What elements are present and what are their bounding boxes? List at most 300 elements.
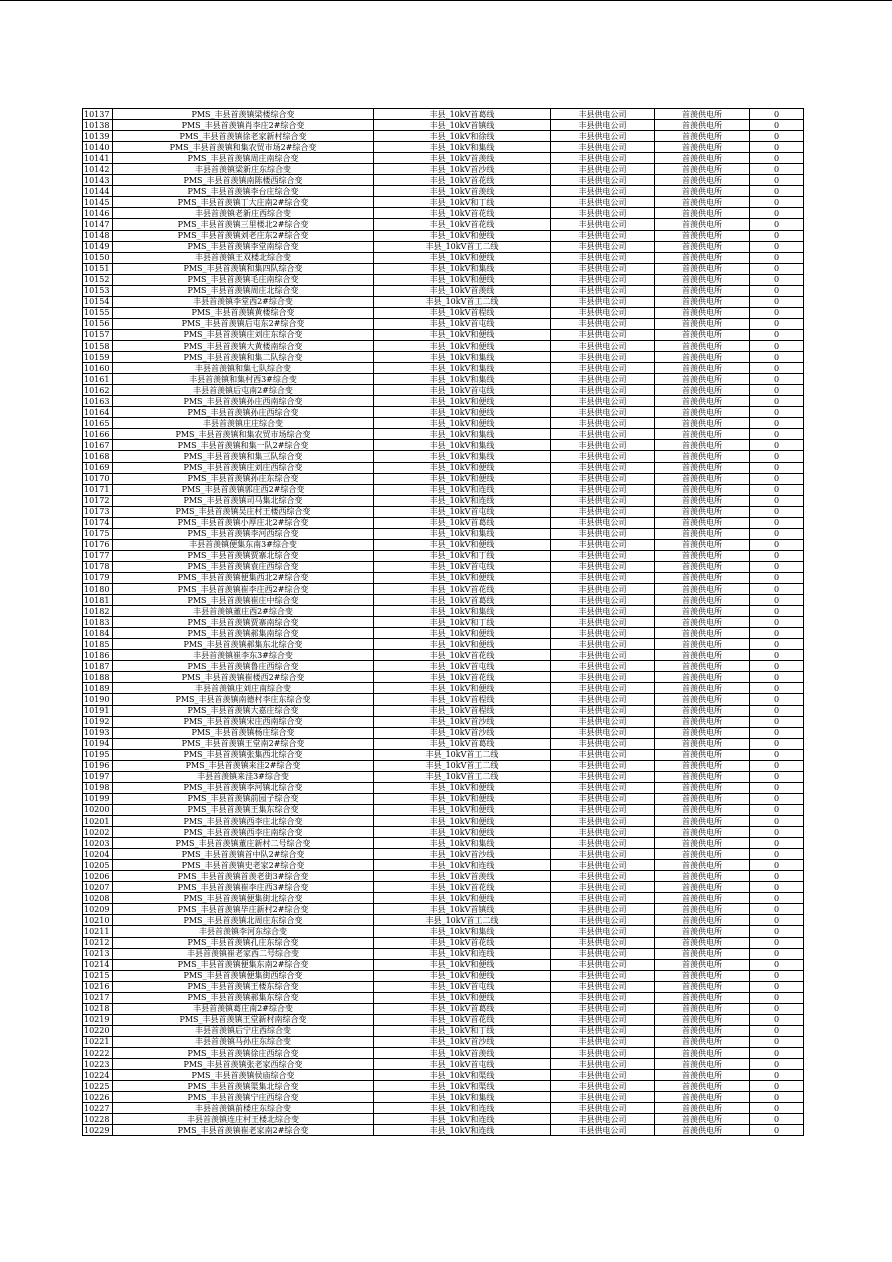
transformer-name-cell: PMS_丰县首羡镇李河镇北综合变 (113, 782, 374, 793)
value-cell: 0 (750, 318, 804, 329)
table-row (83, 385, 804, 396)
feeder-line-cell: 丰县_10kV首屯线 (374, 318, 551, 329)
station-cell: 首羡供电所 (655, 495, 750, 506)
transformer-name-cell: PMS_丰县首羡镇杨庄综合变 (113, 727, 374, 738)
table-row (83, 429, 804, 440)
row-id-cell: 10177 (83, 550, 113, 561)
station-cell: 首羡供电所 (655, 1014, 750, 1025)
table-row (83, 208, 804, 219)
company-cell: 丰县供电公司 (551, 329, 655, 340)
table-row (83, 628, 804, 639)
table-row (83, 1092, 804, 1103)
station-cell: 首羡供电所 (655, 164, 750, 175)
transformer-name-cell: PMS_丰县首羡镇首中队2#综合变 (113, 849, 374, 860)
row-id-cell: 10161 (83, 374, 113, 385)
feeder-line-cell: 丰县_10kV和集线 (374, 606, 551, 617)
station-cell: 首羡供电所 (655, 374, 750, 385)
value-cell: 0 (750, 440, 804, 451)
transformer-name-cell: 丰县首羡镇李堂西2#综合变 (113, 296, 374, 307)
row-id-cell: 10212 (83, 937, 113, 948)
transformer-name-cell: PMS_丰县首羡镇南陈楼西综合变 (113, 175, 374, 186)
transformer-name-cell: PMS_丰县首羡镇北周庄东综合变 (113, 915, 374, 926)
row-id-cell: 10188 (83, 672, 113, 683)
value-cell: 0 (750, 683, 804, 694)
value-cell: 0 (750, 738, 804, 749)
company-cell: 丰县供电公司 (551, 683, 655, 694)
transformer-name-cell: PMS_丰县首羡镇和集二队综合变 (113, 352, 374, 363)
transformer-name-cell: PMS_丰县首羡镇后屯东2#综合变 (113, 318, 374, 329)
feeder-line-cell: 丰县_10kV首工二线 (374, 771, 551, 782)
transformer-name-cell: PMS_丰县首羡镇周庄南综合变 (113, 153, 374, 164)
feeder-line-cell: 丰县_10kV和便线 (374, 274, 551, 285)
row-id-cell: 10209 (83, 904, 113, 915)
value-cell: 0 (750, 617, 804, 628)
company-cell: 丰县供电公司 (551, 374, 655, 385)
company-cell: 丰县供电公司 (551, 981, 655, 992)
transformer-name-cell: PMS_丰县首羡镇庄刘庄东综合变 (113, 329, 374, 340)
row-id-cell: 10193 (83, 727, 113, 738)
value-cell: 0 (750, 915, 804, 926)
table-row (83, 153, 804, 164)
station-cell: 首羡供电所 (655, 628, 750, 639)
row-id-cell: 10206 (83, 871, 113, 882)
company-cell: 丰县供电公司 (551, 352, 655, 363)
company-cell: 丰县供电公司 (551, 506, 655, 517)
value-cell: 0 (750, 771, 804, 782)
transformer-name-cell: PMS_丰县首羡镇宋庄西南综合变 (113, 716, 374, 727)
feeder-line-cell: 丰县_10kV和连线 (374, 1103, 551, 1114)
transformer-name-cell: PMS_丰县首羡镇和集四队综合变 (113, 263, 374, 274)
row-id-cell: 10175 (83, 528, 113, 539)
row-id-cell: 10221 (83, 1036, 113, 1047)
transformer-name-cell: 丰县首羡镇董庄西2#综合变 (113, 606, 374, 617)
value-cell: 0 (750, 782, 804, 793)
company-cell: 丰县供电公司 (551, 1081, 655, 1092)
value-cell: 0 (750, 241, 804, 252)
transformer-name-cell: PMS_丰县首羡镇崔李庄西3#综合变 (113, 882, 374, 893)
feeder-line-cell: 丰县_10kV和便线 (374, 418, 551, 429)
value-cell: 0 (750, 595, 804, 606)
feeder-line-cell: 丰县_10kV和便线 (374, 340, 551, 351)
table-row (83, 329, 804, 340)
value-cell: 0 (750, 550, 804, 561)
row-id-cell: 10199 (83, 793, 113, 804)
value-cell: 0 (750, 716, 804, 727)
feeder-line-cell: 丰县_10kV首羡线 (374, 871, 551, 882)
table-row (83, 661, 804, 672)
value-cell: 0 (750, 1059, 804, 1070)
company-cell: 丰县供电公司 (551, 318, 655, 329)
row-id-cell: 10180 (83, 584, 113, 595)
value-cell: 0 (750, 462, 804, 473)
feeder-line-cell: 丰县_10kV和便线 (374, 683, 551, 694)
company-cell: 丰县供电公司 (551, 1059, 655, 1070)
row-id-cell: 10228 (83, 1114, 113, 1125)
station-cell: 首羡供电所 (655, 672, 750, 683)
company-cell: 丰县供电公司 (551, 959, 655, 970)
table-row (83, 318, 804, 329)
company-cell: 丰县供电公司 (551, 871, 655, 882)
company-cell: 丰县供电公司 (551, 628, 655, 639)
table-row (83, 230, 804, 241)
row-id-cell: 10181 (83, 595, 113, 606)
company-cell: 丰县供电公司 (551, 584, 655, 595)
station-cell: 首羡供电所 (655, 838, 750, 849)
row-id-cell: 10183 (83, 617, 113, 628)
feeder-line-cell: 丰县_10kV和便线 (374, 816, 551, 827)
feeder-line-cell: 丰县_10kV和便线 (374, 462, 551, 473)
transformer-name-cell: PMS_丰县首羡镇大黄楼南综合变 (113, 340, 374, 351)
table-row (83, 296, 804, 307)
company-cell: 丰县供电公司 (551, 782, 655, 793)
row-id-cell: 10229 (83, 1125, 113, 1136)
company-cell: 丰县供电公司 (551, 1047, 655, 1058)
company-cell: 丰县供电公司 (551, 241, 655, 252)
station-cell: 首羡供电所 (655, 418, 750, 429)
table-row (83, 506, 804, 517)
station-cell: 首羡供电所 (655, 296, 750, 307)
value-cell: 0 (750, 418, 804, 429)
value-cell: 0 (750, 164, 804, 175)
company-cell: 丰县供电公司 (551, 827, 655, 838)
value-cell: 0 (750, 981, 804, 992)
table-row (83, 838, 804, 849)
table-row (83, 142, 804, 153)
table-row (83, 1070, 804, 1081)
transformer-name-cell: PMS_丰县首羡镇袁庄西综合变 (113, 561, 374, 572)
station-cell: 首羡供电所 (655, 462, 750, 473)
row-id-cell: 10160 (83, 363, 113, 374)
row-id-cell: 10157 (83, 329, 113, 340)
table-row (83, 970, 804, 981)
transformer-name-cell: PMS_丰县首羡镇孙庄西南综合变 (113, 396, 374, 407)
company-cell: 丰县供电公司 (551, 650, 655, 661)
row-id-cell: 10189 (83, 683, 113, 694)
row-id-cell: 10152 (83, 274, 113, 285)
row-id-cell: 10192 (83, 716, 113, 727)
row-id-cell: 10222 (83, 1047, 113, 1058)
feeder-line-cell: 丰县_10kV首工二线 (374, 915, 551, 926)
row-id-cell: 10140 (83, 142, 113, 153)
row-id-cell: 10185 (83, 639, 113, 650)
table-row (83, 738, 804, 749)
transformer-name-cell: PMS_丰县首羡镇毕庄新村2#综合变 (113, 904, 374, 915)
transformer-name-cell: 丰县首羡镇梁新庄东综合变 (113, 164, 374, 175)
transformer-name-cell: PMS_丰县首羡镇王堂南2#综合变 (113, 738, 374, 749)
row-id-cell: 10150 (83, 252, 113, 263)
table-row (83, 727, 804, 738)
row-id-cell: 10201 (83, 816, 113, 827)
value-cell: 0 (750, 352, 804, 363)
transformer-name-cell: PMS_丰县首羡镇郝集东北综合变 (113, 639, 374, 650)
feeder-line-cell: 丰县_10kV首镇线 (374, 120, 551, 131)
row-id-cell: 10205 (83, 860, 113, 871)
feeder-line-cell: 丰县_10kV和便线 (374, 329, 551, 340)
company-cell: 丰县供电公司 (551, 882, 655, 893)
row-id-cell: 10143 (83, 175, 113, 186)
company-cell: 丰县供电公司 (551, 252, 655, 263)
value-cell: 0 (750, 109, 804, 120)
page-top-rule (0, 0, 892, 1)
station-cell: 首羡供电所 (655, 650, 750, 661)
value-cell: 0 (750, 1047, 804, 1058)
station-cell: 首羡供电所 (655, 506, 750, 517)
station-cell: 首羡供电所 (655, 550, 750, 561)
station-cell: 首羡供电所 (655, 639, 750, 650)
transformer-name-cell: PMS_丰县首羡镇黄楼综合变 (113, 307, 374, 318)
company-cell: 丰县供电公司 (551, 274, 655, 285)
table-row (83, 539, 804, 550)
transformer-name-cell: PMS_丰县首羡镇小厚庄北2#综合变 (113, 517, 374, 528)
station-cell: 首羡供电所 (655, 727, 750, 738)
table-row (83, 981, 804, 992)
transformer-name-cell: PMS_丰县首羡镇张老家西综合变 (113, 1059, 374, 1070)
feeder-line-cell: 丰县_10kV首羡线 (374, 1047, 551, 1058)
transformer-name-cell: PMS_丰县首羡镇孙庄东综合变 (113, 473, 374, 484)
station-cell: 首羡供电所 (655, 1070, 750, 1081)
feeder-line-cell: 丰县_10kV首程线 (374, 694, 551, 705)
table-row (83, 1059, 804, 1070)
feeder-line-cell: 丰县_10kV首沙线 (374, 727, 551, 738)
company-cell: 丰县供电公司 (551, 760, 655, 771)
table-row (83, 285, 804, 296)
feeder-line-cell: 丰县_10kV首花线 (374, 672, 551, 683)
transformer-name-cell: 丰县首羡镇连庄村王楼北综合变 (113, 1114, 374, 1125)
table-row (83, 1081, 804, 1092)
table-row (83, 705, 804, 716)
station-cell: 首羡供电所 (655, 860, 750, 871)
table-row (83, 749, 804, 760)
row-id-cell: 10186 (83, 650, 113, 661)
feeder-line-cell: 丰县_10kV和连线 (374, 484, 551, 495)
row-id-cell: 10139 (83, 131, 113, 142)
station-cell: 首羡供电所 (655, 760, 750, 771)
feeder-line-cell: 丰县_10kV和集线 (374, 263, 551, 274)
company-cell: 丰县供电公司 (551, 528, 655, 539)
value-cell: 0 (750, 252, 804, 263)
value-cell: 0 (750, 429, 804, 440)
value-cell: 0 (750, 970, 804, 981)
table-row (83, 860, 804, 871)
table-row (83, 1036, 804, 1047)
transformer-name-cell: PMS_丰县首羡镇毛庄南综合变 (113, 274, 374, 285)
value-cell: 0 (750, 572, 804, 583)
value-cell: 0 (750, 230, 804, 241)
feeder-line-cell: 丰县_10kV首程线 (374, 307, 551, 318)
transformer-name-cell: PMS_丰县首羡镇便集东南2#综合变 (113, 959, 374, 970)
table-row (83, 893, 804, 904)
transformer-name-cell: PMS_丰县首羡镇刘老庄东2#综合变 (113, 230, 374, 241)
row-id-cell: 10187 (83, 661, 113, 672)
row-id-cell: 10217 (83, 992, 113, 1003)
table-row (83, 694, 804, 705)
table-row (83, 871, 804, 882)
company-cell: 丰县供电公司 (551, 1092, 655, 1103)
transformer-name-cell: PMS_丰县首羡镇张集西北综合变 (113, 749, 374, 760)
feeder-line-cell: 丰县_10kV首屯线 (374, 1059, 551, 1070)
company-cell: 丰县供电公司 (551, 440, 655, 451)
table-row (83, 771, 804, 782)
row-id-cell: 10162 (83, 385, 113, 396)
table-row (83, 120, 804, 131)
feeder-line-cell: 丰县_10kV和便线 (374, 639, 551, 650)
table-row (83, 219, 804, 230)
transformer-name-cell: 丰县首羡镇葛庄南2#综合变 (113, 1003, 374, 1014)
value-cell: 0 (750, 904, 804, 915)
company-cell: 丰县供电公司 (551, 340, 655, 351)
station-cell: 首羡供电所 (655, 705, 750, 716)
feeder-line-cell: 丰县_10kV和集线 (374, 838, 551, 849)
value-cell: 0 (750, 694, 804, 705)
row-id-cell: 10165 (83, 418, 113, 429)
transformer-name-cell: PMS_丰县首羡镇贾寨北综合变 (113, 550, 374, 561)
feeder-line-cell: 丰县_10kV和徐线 (374, 131, 551, 142)
row-id-cell: 10166 (83, 429, 113, 440)
table-row (83, 440, 804, 451)
value-cell: 0 (750, 882, 804, 893)
transformer-name-cell: PMS_丰县首羡镇王堂新村南综合变 (113, 1014, 374, 1025)
table-row (83, 716, 804, 727)
value-cell: 0 (750, 827, 804, 838)
feeder-line-cell: 丰县_10kV首屯线 (374, 661, 551, 672)
table-row (83, 849, 804, 860)
company-cell: 丰县供电公司 (551, 849, 655, 860)
company-cell: 丰县供电公司 (551, 771, 655, 782)
table-row (83, 760, 804, 771)
company-cell: 丰县供电公司 (551, 804, 655, 815)
company-cell: 丰县供电公司 (551, 263, 655, 274)
transformer-name-cell: PMS_丰县首羡镇孙庄西综合变 (113, 407, 374, 418)
feeder-line-cell: 丰县_10kV首工二线 (374, 241, 551, 252)
company-cell: 丰县供电公司 (551, 484, 655, 495)
feeder-line-cell: 丰县_10kV和便线 (374, 782, 551, 793)
row-id-cell: 10213 (83, 948, 113, 959)
row-id-cell: 10178 (83, 561, 113, 572)
company-cell: 丰县供电公司 (551, 893, 655, 904)
feeder-line-cell: 丰县_10kV首沙线 (374, 716, 551, 727)
row-id-cell: 10158 (83, 340, 113, 351)
transformer-name-cell: PMS_丰县首羡镇史老家2#综合变 (113, 860, 374, 871)
row-id-cell: 10149 (83, 241, 113, 252)
feeder-line-cell: 丰县_10kV和集线 (374, 374, 551, 385)
station-cell: 首羡供电所 (655, 363, 750, 374)
company-cell: 丰县供电公司 (551, 749, 655, 760)
transformer-name-cell: PMS_丰县首羡镇首羡老街3#综合变 (113, 871, 374, 882)
station-cell: 首羡供电所 (655, 915, 750, 926)
feeder-line-cell: 丰县_10kV和集线 (374, 429, 551, 440)
table-row (83, 782, 804, 793)
row-id-cell: 10144 (83, 186, 113, 197)
feeder-line-cell: 丰县_10kV和便线 (374, 396, 551, 407)
station-cell: 首羡供电所 (655, 407, 750, 418)
value-cell: 0 (750, 1092, 804, 1103)
value-cell: 0 (750, 473, 804, 484)
station-cell: 首羡供电所 (655, 561, 750, 572)
row-id-cell: 10227 (83, 1103, 113, 1114)
feeder-line-cell: 丰县_10kV和便线 (374, 407, 551, 418)
company-cell: 丰县供电公司 (551, 694, 655, 705)
transformer-name-cell: PMS_丰县首羡镇庄刘庄西综合变 (113, 462, 374, 473)
row-id-cell: 10219 (83, 1014, 113, 1025)
transformer-name-cell: PMS_丰县首羡镇李堂南综合变 (113, 241, 374, 252)
company-cell: 丰县供电公司 (551, 904, 655, 915)
station-cell: 首羡供电所 (655, 937, 750, 948)
table-row (83, 804, 804, 815)
row-id-cell: 10218 (83, 1003, 113, 1014)
value-cell: 0 (750, 274, 804, 285)
row-id-cell: 10146 (83, 208, 113, 219)
row-id-cell: 10195 (83, 749, 113, 760)
transformer-name-cell: PMS_丰县首羡镇和集农贸市场2#综合变 (113, 142, 374, 153)
company-cell: 丰县供电公司 (551, 363, 655, 374)
value-cell: 0 (750, 1125, 804, 1136)
row-id-cell: 10171 (83, 484, 113, 495)
value-cell: 0 (750, 584, 804, 595)
company-cell: 丰县供电公司 (551, 429, 655, 440)
value-cell: 0 (750, 131, 804, 142)
feeder-line-cell: 丰县_10kV和便线 (374, 230, 551, 241)
company-cell: 丰县供电公司 (551, 992, 655, 1003)
table-row (83, 252, 804, 263)
company-cell: 丰县供电公司 (551, 230, 655, 241)
transformer-name-cell: PMS_丰县首羡镇肖李庄2#综合变 (113, 120, 374, 131)
feeder-line-cell: 丰县_10kV首程线 (374, 705, 551, 716)
transformer-name-cell: PMS_丰县首羡镇郝集南综合变 (113, 628, 374, 639)
feeder-line-cell: 丰县_10kV和便线 (374, 628, 551, 639)
company-cell: 丰县供电公司 (551, 407, 655, 418)
feeder-line-cell: 丰县_10kV和丁线 (374, 550, 551, 561)
station-cell: 首羡供电所 (655, 396, 750, 407)
row-id-cell: 10151 (83, 263, 113, 274)
transformer-name-cell: PMS_丰县首羡镇西李庄北综合变 (113, 816, 374, 827)
table-row (83, 1047, 804, 1058)
row-id-cell: 10147 (83, 219, 113, 230)
station-cell: 首羡供电所 (655, 197, 750, 208)
feeder-line-cell: 丰县_10kV和便线 (374, 959, 551, 970)
value-cell: 0 (750, 285, 804, 296)
value-cell: 0 (750, 926, 804, 937)
row-id-cell: 10197 (83, 771, 113, 782)
feeder-line-cell: 丰县_10kV首花线 (374, 937, 551, 948)
value-cell: 0 (750, 1070, 804, 1081)
transformer-name-cell: 丰县首羡镇便集东南3#综合变 (113, 539, 374, 550)
station-cell: 首羡供电所 (655, 440, 750, 451)
company-cell: 丰县供电公司 (551, 451, 655, 462)
transformer-name-cell: 丰县首羡镇李河东综合变 (113, 926, 374, 937)
transformer-name-cell: 丰县首羡镇老新庄西综合变 (113, 208, 374, 219)
feeder-line-cell: 丰县_10kV首沙线 (374, 164, 551, 175)
feeder-line-cell: 丰县_10kV首花线 (374, 650, 551, 661)
station-cell: 首羡供电所 (655, 959, 750, 970)
transformer-name-cell: PMS_丰县首羡镇西李庄南综合变 (113, 827, 374, 838)
table-row (83, 175, 804, 186)
table-row (83, 639, 804, 650)
feeder-line-cell: 丰县_10kV和集线 (374, 926, 551, 937)
station-cell: 首羡供电所 (655, 992, 750, 1003)
feeder-line-cell: 丰县_10kV和便线 (374, 539, 551, 550)
transformer-name-cell: PMS_丰县首羡镇来洼2#综合变 (113, 760, 374, 771)
company-cell: 丰县供电公司 (551, 838, 655, 849)
row-id-cell: 10172 (83, 495, 113, 506)
value-cell: 0 (750, 893, 804, 904)
station-cell: 首羡供电所 (655, 385, 750, 396)
station-cell: 首羡供电所 (655, 849, 750, 860)
company-cell: 丰县供电公司 (551, 208, 655, 219)
value-cell: 0 (750, 749, 804, 760)
table-row (83, 263, 804, 274)
value-cell: 0 (750, 374, 804, 385)
station-cell: 首羡供电所 (655, 175, 750, 186)
